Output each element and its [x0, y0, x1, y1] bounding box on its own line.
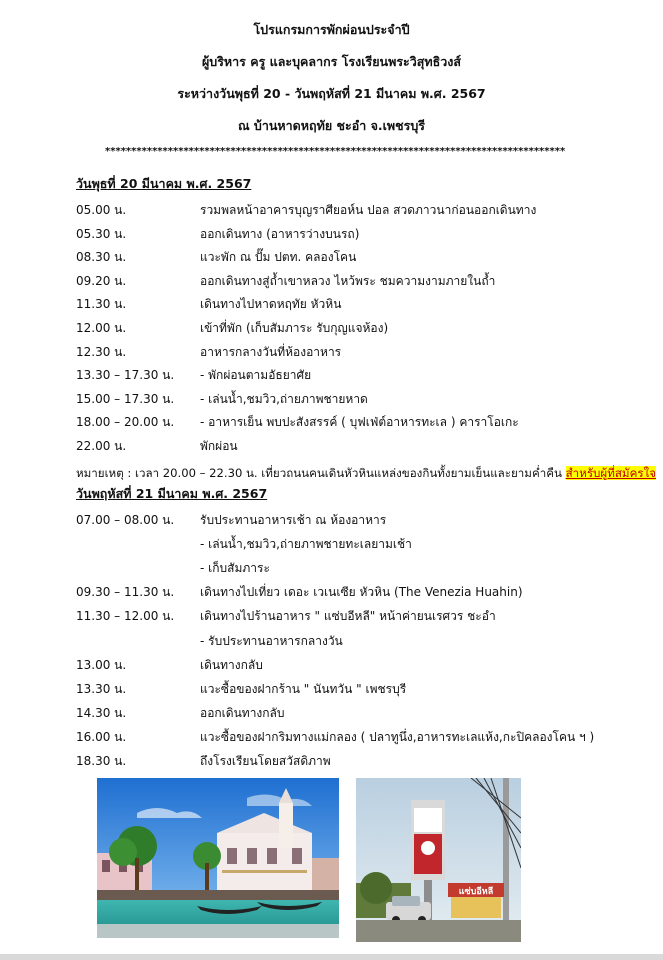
- schedule-time: 14.30 น.: [76, 705, 127, 720]
- header-location: ณ บ้านหาดหฤทัย ชะอำ จ.เพชรบุรี: [237, 118, 426, 133]
- schedule-activity: พักผ่อน: [200, 439, 238, 453]
- schedule-row: [76, 680, 656, 698]
- schedule-time: 18.00 – 20.00 น.: [76, 415, 175, 430]
- schedule-row: [76, 704, 656, 722]
- schedule-activity: - เล่นน้ำ,ชมวิว,ถ่ายภาพชายหาด: [200, 391, 368, 406]
- schedule-activity: ถึงโรงเรียนโดยสวัสดิภาพ: [200, 754, 331, 768]
- day2-title: วันพฤหัสที่ 21 มีนาคม พ.ศ. 2567: [76, 486, 268, 501]
- schedule-activity: - อาหารเย็น พบปะสังสรรค์ ( บุฟเฟ่ต์อาหารทะเล ) คาราโอเกะ: [200, 415, 519, 430]
- schedule-time: 11.30 น.: [76, 297, 127, 312]
- schedule-row: [76, 225, 656, 243]
- schedule-time: 09.30 – 11.30 น.: [76, 585, 175, 600]
- schedule-time: 07.00 – 08.00 น.: [76, 513, 175, 527]
- header-title: โปรแกรมการพักผ่อนประจำปี: [253, 22, 410, 37]
- schedule-row: [76, 437, 656, 455]
- schedule-activity: รวมพลหน้าอาคารบุญราศียอห์น ปอล สวดภาวนาก่อนออกเดินทาง: [200, 203, 537, 217]
- schedule-time: 05.00 น.: [76, 203, 127, 217]
- schedule-row: [76, 295, 656, 313]
- schedule-row: [76, 272, 656, 290]
- schedule-time: 12.30 น.: [76, 344, 127, 359]
- schedule-activity: แวะพัก ณ ปั๊ม ปตท. คลองโคน: [200, 250, 357, 265]
- schedule-row: [76, 248, 656, 266]
- venezia-photo: [97, 778, 339, 938]
- note: [76, 464, 656, 482]
- schedule-row: [76, 535, 656, 553]
- schedule-time: 22.00 น.: [76, 439, 127, 453]
- schedule-row: [76, 390, 656, 408]
- schedule-time: 13.30 – 17.30 น.: [76, 368, 175, 383]
- schedule-time: 12.00 น.: [76, 321, 127, 335]
- schedule-activity: เดินทางไปเที่ยว เดอะ เวเนเซีย หัวหิน (The Venezia Huahin): [200, 585, 523, 600]
- note-text: หมายเหตุ : เวลา 20.00 – 22.30 น. เที่ยวถนนคนเดินหัวหินแหล่งของกินทั้งยามเย็นและยามค่ำคืน: [76, 466, 566, 480]
- separator-stars: ****************************************************************************************: [105, 146, 566, 157]
- schedule-time: 15.00 – 17.30 น.: [76, 391, 175, 406]
- schedule-time: 09.20 น.: [76, 273, 127, 288]
- schedule-activity: ออกเดินทางกลับ: [200, 705, 285, 720]
- schedule-row: [76, 559, 656, 577]
- note-highlight: สำหรับผู้ที่สมัครใจ: [565, 466, 657, 480]
- schedule-activity: แวะซื้อของฝากริมทางแม่กลอง ( ปลาทูนึ่ง,อาหารทะเลแห้ง,กะปิคลองโคน ฯ ): [200, 729, 595, 744]
- day1-title: วันพุธที่ 20 มีนาคม พ.ศ. 2567: [76, 176, 252, 191]
- schedule-row: [76, 607, 656, 625]
- schedule-row: [76, 343, 656, 361]
- schedule-row: [76, 201, 656, 219]
- schedule-time: 16.00 น.: [76, 729, 127, 744]
- schedule-activity: แวะซื้อของฝากร้าน " นันทวัน " เพชรบุรี: [200, 681, 407, 696]
- schedule-time: 13.00 น.: [76, 657, 127, 672]
- schedule-row: [76, 511, 656, 529]
- header-dates: ระหว่างวันพุธที่ 20 - วันพฤหัสที่ 21 มีนาคม พ.ศ. 2567: [177, 86, 486, 101]
- schedule-activity: - รับประทานอาหารกลางวัน: [200, 633, 343, 648]
- schedule-activity: - เล่นน้ำ,ชมวิว,ถ่ายภาพชายทะเลยามเช้า: [200, 537, 412, 552]
- schedule-activity: เดินทางกลับ: [200, 657, 263, 672]
- schedule-row: [76, 752, 656, 770]
- venezia-photo-image: [97, 778, 339, 938]
- header-subtitle: ผู้บริหาร ครู และบุคลากร โรงเรียนพระวิสุทธิวงส์: [201, 54, 462, 69]
- sign-text: แซ่บอีหลี: [458, 887, 494, 897]
- restaurant-photo: [356, 778, 521, 942]
- schedule-activity: เดินทางไปหาดหฤทัย หัวหิน: [200, 297, 342, 312]
- schedule-time: 08.30 น.: [76, 250, 127, 265]
- schedule-activity: รับประทานอาหารเช้า ณ ห้องอาหาร: [200, 513, 387, 527]
- schedule-time: 18.30 น.: [76, 754, 127, 768]
- schedule-activity: - เก็บสัมภาระ: [200, 561, 270, 576]
- schedule-row: [76, 319, 656, 337]
- schedule-time: 11.30 – 12.00 น.: [76, 609, 175, 624]
- schedule-activity: อาหารกลางวันที่ห้องอาหาร: [200, 344, 342, 359]
- schedule-activity: เดินทางไปร้านอาหาร " แซ่บอีหลี" หน้าค่ายนเรศวร ชะอำ: [200, 609, 496, 624]
- schedule-row: [76, 583, 656, 601]
- schedule-time: 13.30 น.: [76, 681, 127, 696]
- schedule-row: [76, 656, 656, 674]
- schedule-activity: ออกเดินทาง (อาหารว่างบนรถ): [200, 226, 360, 241]
- schedule-row: [76, 728, 656, 746]
- schedule-row: [76, 632, 656, 650]
- schedule-activity: เข้าที่พัก (เก็บสัมภาระ รับกุญแจห้อง): [200, 321, 389, 335]
- schedule-activity: ออกเดินทางสู่ถ้ำเขาหลวง ไหว้พระ ชมความงามภายในถ้ำ: [200, 273, 496, 288]
- schedule-row: [76, 413, 656, 431]
- schedule-row: [76, 366, 656, 384]
- schedule-time: 05.30 น.: [76, 226, 127, 241]
- restaurant-photo-image: [356, 778, 521, 942]
- page-bottom-border: [0, 954, 663, 960]
- schedule-activity: - พักผ่อนตามอัธยาศัย: [200, 368, 312, 383]
